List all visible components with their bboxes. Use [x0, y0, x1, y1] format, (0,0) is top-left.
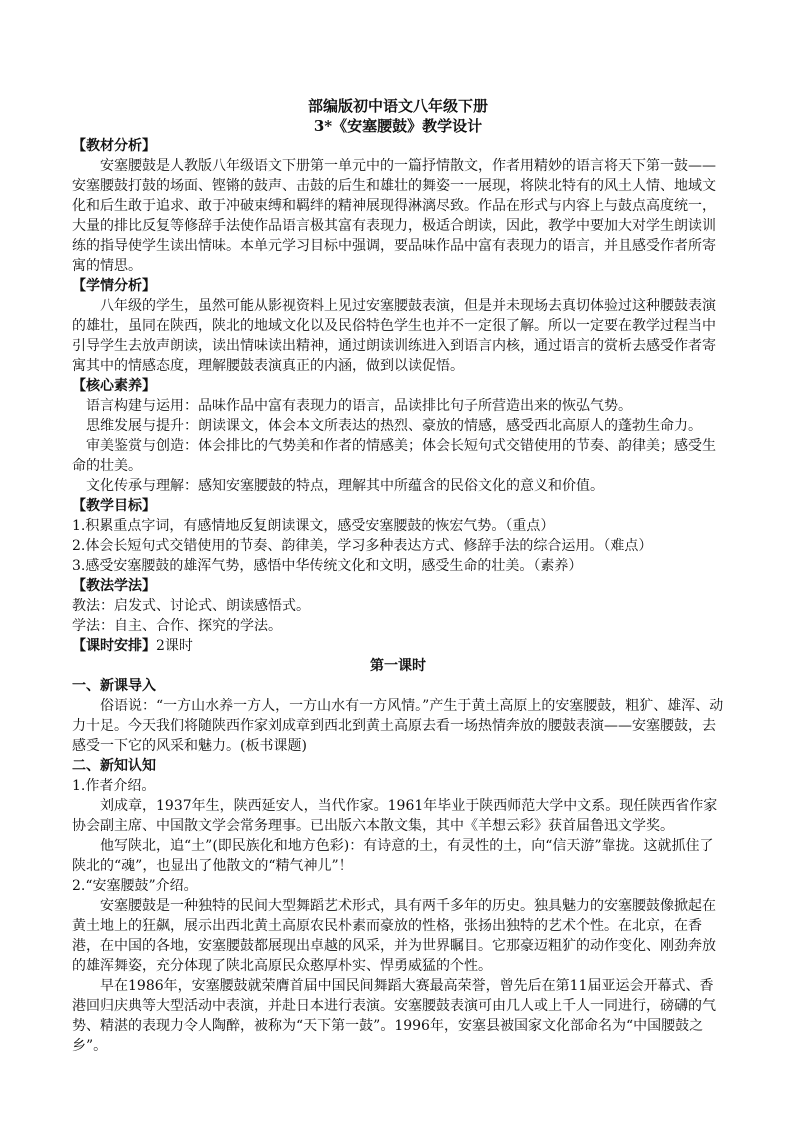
drum-intro-paragraph: 安塞腰鼓是一种独特的民间大型舞蹈艺术形式，具有两千多年的历史。独具魅力的安塞腰鼓像掀起在黄土地上的狂飙，展示出西北黄土高原农民朴素而豪放的性格，张扬出独特的艺术个性。在北京，在香港，在中国的各地，安塞腰鼓都展现出卓越的风采，并为世界瞩目。它那豪迈粗犷的动作变化、刚劲奔放的雄浑舞姿，充分体现了陕北高原民众憨厚朴实、悍勇威猛的个性。: [72, 898, 716, 974]
method-item: 教法：启发式、讨论式、朗读感悟式。: [72, 598, 310, 614]
section-heading-learner: 【学情分析】: [72, 278, 156, 294]
section-heading-core: 【核心素养】: [72, 378, 156, 394]
core-item: 审美鉴赏与创造：体会排比的气势美和作者的情感美；体会长短句式交错使用的节奏、韵律美；感受生命的壮美。: [72, 438, 716, 474]
part1-heading: 一、新课导入: [72, 678, 156, 694]
goal-item: 1.积累重点字词，有感情地反复朗读课文，感受安塞腰鼓的恢宏气势。（重点）: [72, 518, 555, 534]
schedule-value: 2课时: [156, 638, 193, 654]
document-page: [72, 96, 724, 1056]
goal-item: 2.体会长短句式交错使用的节奏、韵律美，学习多种表达方式、修辞手法的综合运用。（难点）: [72, 538, 653, 554]
core-item: 文化传承与理解：感知安塞腰鼓的特点，理解其中所蕴含的民俗文化的意义和价值。: [86, 478, 604, 494]
section-heading-schedule: 【课时安排】: [72, 638, 156, 654]
part2-heading: 二、新知认知: [72, 758, 156, 774]
author-style-paragraph: 他写陕北，追“土”(即民族化和地方色彩)：有诗意的土，有灵性的土，向“信天游”靠拢。这就抓住了陕北的“魂”，也显出了他散文的“精气神儿”！: [72, 838, 714, 874]
analysis-paragraph: 安塞腰鼓是人教版八年级语文下册第一单元中的一篇抒情散文，作者用精妙的语言将天下第一鼓——安塞腰鼓打鼓的场面、铿锵的鼓声、击鼓的后生和雄壮的舞姿一一展现，将陕北特有的风土人情、地域文化和后生敢于追求、敢于冲破束缚和羁绊的精神展现得淋漓尽致。作品在形式与内容上与鼓点高度统一，大量的排比反复等修辞手法使作品语言极其富有表现力，极适合朗读，因此，教学中要加大对学生朗读训练的指导使学生读出情味。本单元学习目标中强调，要品味作品中富有表现力的语言，并且感受作者所寄寓的情思。: [72, 158, 716, 274]
drum-history-paragraph: 早在1986年，安塞腰鼓就荣膺首届中国民间舞蹈大赛最高荣誉，曾先后在第11届亚运会开幕式、香港回归庆典等大型活动中表演，并赴日本进行表演。安塞腰鼓表演可由几人或上千人一同进行，磅礴的气势、精湛的表现力令人陶醉，被称为“天下第一鼓”。1996年，安塞县被国家文化部命名为“中国腰鼓之乡”。: [72, 978, 716, 1054]
section-heading-methods: 【教法学法】: [72, 578, 156, 594]
lesson-title: 第一课时: [370, 658, 426, 674]
method-item: 学法：自主、合作、探究的学法。: [72, 618, 282, 634]
section-heading-analysis: 【教材分析】: [72, 138, 156, 154]
section-heading-goals: 【教学目标】: [72, 498, 156, 514]
core-item: 语言构建与运用：品味作品中富有表现力的语言，品读排比句子所营造出来的恢弘气势。: [86, 398, 632, 414]
schedule-line: [72, 636, 724, 656]
core-item: 思维发展与提升：朗读课文，体会本文所表达的热烈、豪放的情感，感受西北高原人的蓬勃生命力。: [86, 418, 702, 434]
part1-paragraph: 俗语说：“一方山水养一方人，一方山水有一方风情。”产生于黄土高原上的安塞腰鼓，粗犷、雄浑、动力十足。今天我们将随陕西作家刘成章到西北到黄土高原去看一场热情奔放的腰鼓表演——安塞腰鼓，去感受一下它的风采和魅力。(板书课题): [72, 698, 724, 754]
author-intro-heading: 1.作者介绍。: [72, 778, 156, 794]
learner-paragraph: 八年级的学生，虽然可能从影视资料上见过安塞腰鼓表演，但是并未现场去真切体验过这种腰鼓表演的雄壮，虽同在陕西，陕北的地域文化以及民俗特色学生也并不一定很了解。所以一定要在教学过程当中引导学生去放声朗读，读出情味读出精神，通过朗读训练进入到语言内核，通过语言的赏析去感受作者寄寓其中的情感态度，理解腰鼓表演真正的内涵，做到以读促悟。: [72, 298, 716, 374]
document-title: 部编版初中语文八年级下册: [307, 97, 488, 115]
author-intro-paragraph: 刘成章，1937年生，陕西延安人，当代作家。1961年毕业于陕西师范大学中文系。现任陕西省作家协会副主席、中国散文学会常务理事。已出版六本散文集，其中《羊想云彩》获首届鲁迅文学奖。: [72, 798, 718, 834]
document-subtitle: 3*《安塞腰鼓》教学设计: [313, 117, 483, 135]
goal-item: 3.感受安塞腰鼓的雄浑气势，感悟中华传统文化和文明，感受生命的壮美。（素养）: [72, 558, 583, 574]
drum-intro-heading: 2.“安塞腰鼓”介绍。: [72, 878, 198, 894]
